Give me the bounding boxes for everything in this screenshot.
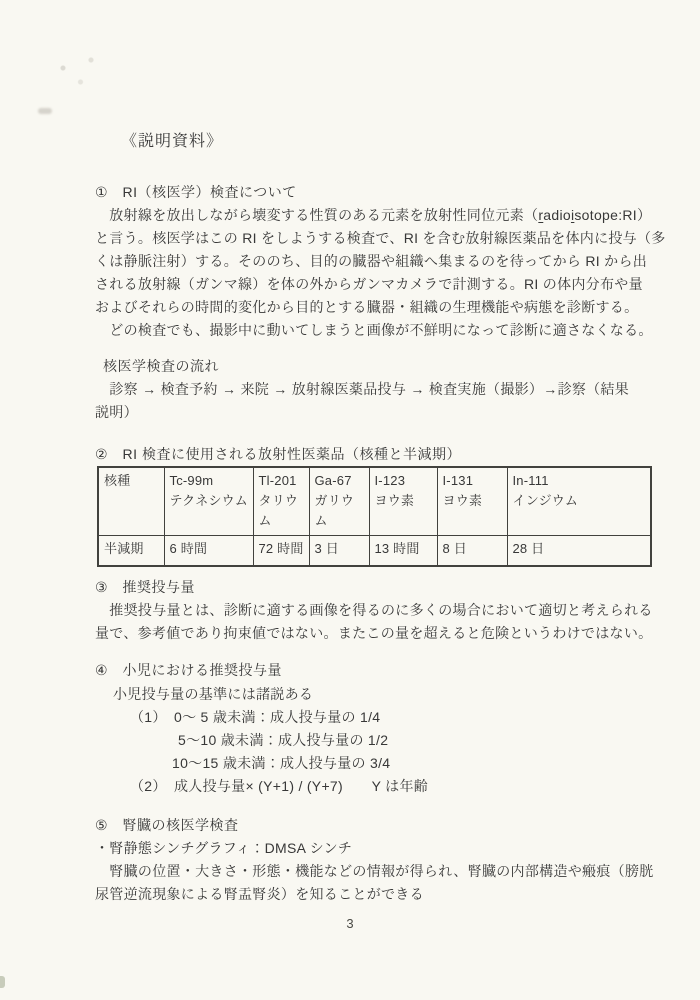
isotope-code: Tc-99m (169, 473, 214, 488)
section3-paragraph (95, 599, 661, 645)
section2-heading: ② RI 検査に使用される放射性医薬品（核種と半減期） (95, 446, 461, 462)
page-number: 3 (346, 916, 354, 931)
half-life-value: 6 時間 (164, 536, 253, 567)
table-cell-i131 (437, 467, 507, 536)
half-life-value: 28 日 (507, 536, 651, 567)
half-life-value: 3 日 (309, 536, 369, 567)
section4-heading: ④ 小児における推奨投与量 (95, 662, 283, 678)
isotope-name: インジウム (512, 493, 579, 508)
flow-line: 説明） (95, 404, 138, 420)
table-corner-cell: 核種 (98, 467, 164, 536)
table-cell-tc99m (164, 467, 253, 536)
isotope-name: ヨウ素 (442, 493, 483, 508)
s4-line-rule1b: 5～10 歳未満：成人投与量の 1/2 (178, 732, 389, 748)
document-title: 《説明資料》 (121, 133, 224, 150)
section1-heading: ① RI（核医学）検査について (95, 184, 297, 200)
s3-line: 量で、参考値であり拘束値ではない。またこの量を超えると危険というわけではない。 (95, 625, 653, 641)
isotope-code: Ga-67 (314, 473, 352, 488)
scan-edge-mark (0, 976, 5, 988)
scan-noise-mark (38, 108, 52, 114)
isotope-code: I-131 (442, 473, 474, 488)
s5-line: 腎臓の位置・大きさ・形態・機能などの情報が得られ、腎臓の内部構造や瘢痕（膀胱 (95, 863, 654, 879)
isotope-name: ヨウ素 (374, 493, 415, 508)
table-cell-tl201 (253, 467, 309, 536)
isotope-name: タリウム (258, 493, 299, 528)
s5-line-bullet: ・腎静態シンチグラフィ：DMSA シンチ (95, 840, 353, 856)
section4-paragraph (95, 683, 661, 798)
s1-line-radioisotope: 放射線を放出しながら壊変する性質のある元素を放射性同位元素（radioisotope:RI） (95, 207, 652, 223)
scan-noise-smudge (42, 52, 112, 92)
radiopharmaceutical-table-wrap (97, 466, 652, 567)
s1-line: およびそれらの時間的変化から目的とする臓器・組織の生理機能や病態を診断する。 (95, 299, 639, 315)
isotope-code: I-123 (374, 473, 406, 488)
flow-line: 診察 → 検査予約 → 来院 → 放射線医薬品投与 → 検査実施（撮影）→診察（結果 (95, 381, 630, 397)
s1-line: くは静脈注射）する。そののち、目的の臓器や組織へ集まるのを待ってから RI から出 (95, 253, 648, 269)
s5-line: 尿管逆流現象による腎盂腎炎）を知ることができる (95, 886, 424, 902)
section5-paragraph (95, 837, 661, 906)
section5-heading: ⑤ 腎臓の核医学検査 (95, 817, 239, 833)
table-cell-ga67 (309, 467, 369, 536)
flow-heading: 核医学検査の流れ (103, 358, 219, 374)
half-life-value: 13 時間 (369, 536, 437, 567)
table-row-half-life (98, 536, 651, 567)
radiopharmaceutical-table (97, 466, 652, 567)
s3-line: 推奨投与量とは、診断に適する画像を得るのに多くの場合において適切と考えられる (95, 602, 653, 618)
section3-heading: ③ 推奨投与量 (95, 579, 196, 595)
s4-line-rule2: （2） 成人投与量× (Y+1) / (Y+7) Y は年齢 (130, 778, 429, 794)
table-row-nuclide (98, 467, 651, 536)
section1-paragraph (95, 204, 666, 342)
s4-line-intro: 小児投与量の基準には諸説ある (113, 686, 314, 702)
table-cell-in111 (507, 467, 651, 536)
s1-line: される放射線（ガンマ線）を体の外からガンマカメラで計測する。RI の体内分布や量 (95, 276, 643, 292)
isotope-name: ガリウム (314, 493, 355, 528)
isotope-name: テクネシウム (169, 493, 248, 508)
s1-line: と言う。核医学はこの RI をしようする検査で、RI を含む放射線医薬品を体内に投与（多 (95, 230, 666, 246)
table-cell-i123 (369, 467, 437, 536)
s1-line: どの検査でも、撮影中に動いてしまうと画像が不鮮明になって診断に適さなくなる。 (95, 322, 653, 338)
half-life-value: 8 日 (437, 536, 507, 567)
s4-line-rule1: （1） 0～ 5 歳未満：成人投与量の 1/4 (130, 709, 381, 725)
isotope-code: In-111 (512, 473, 549, 488)
s4-line-rule1c: 10～15 歳未満：成人投与量の 3/4 (172, 755, 391, 771)
half-life-value: 72 時間 (253, 536, 309, 567)
flow-paragraph (95, 378, 661, 424)
isotope-code: Tl-201 (258, 473, 297, 488)
half-life-label-cell: 半減期 (98, 536, 164, 567)
